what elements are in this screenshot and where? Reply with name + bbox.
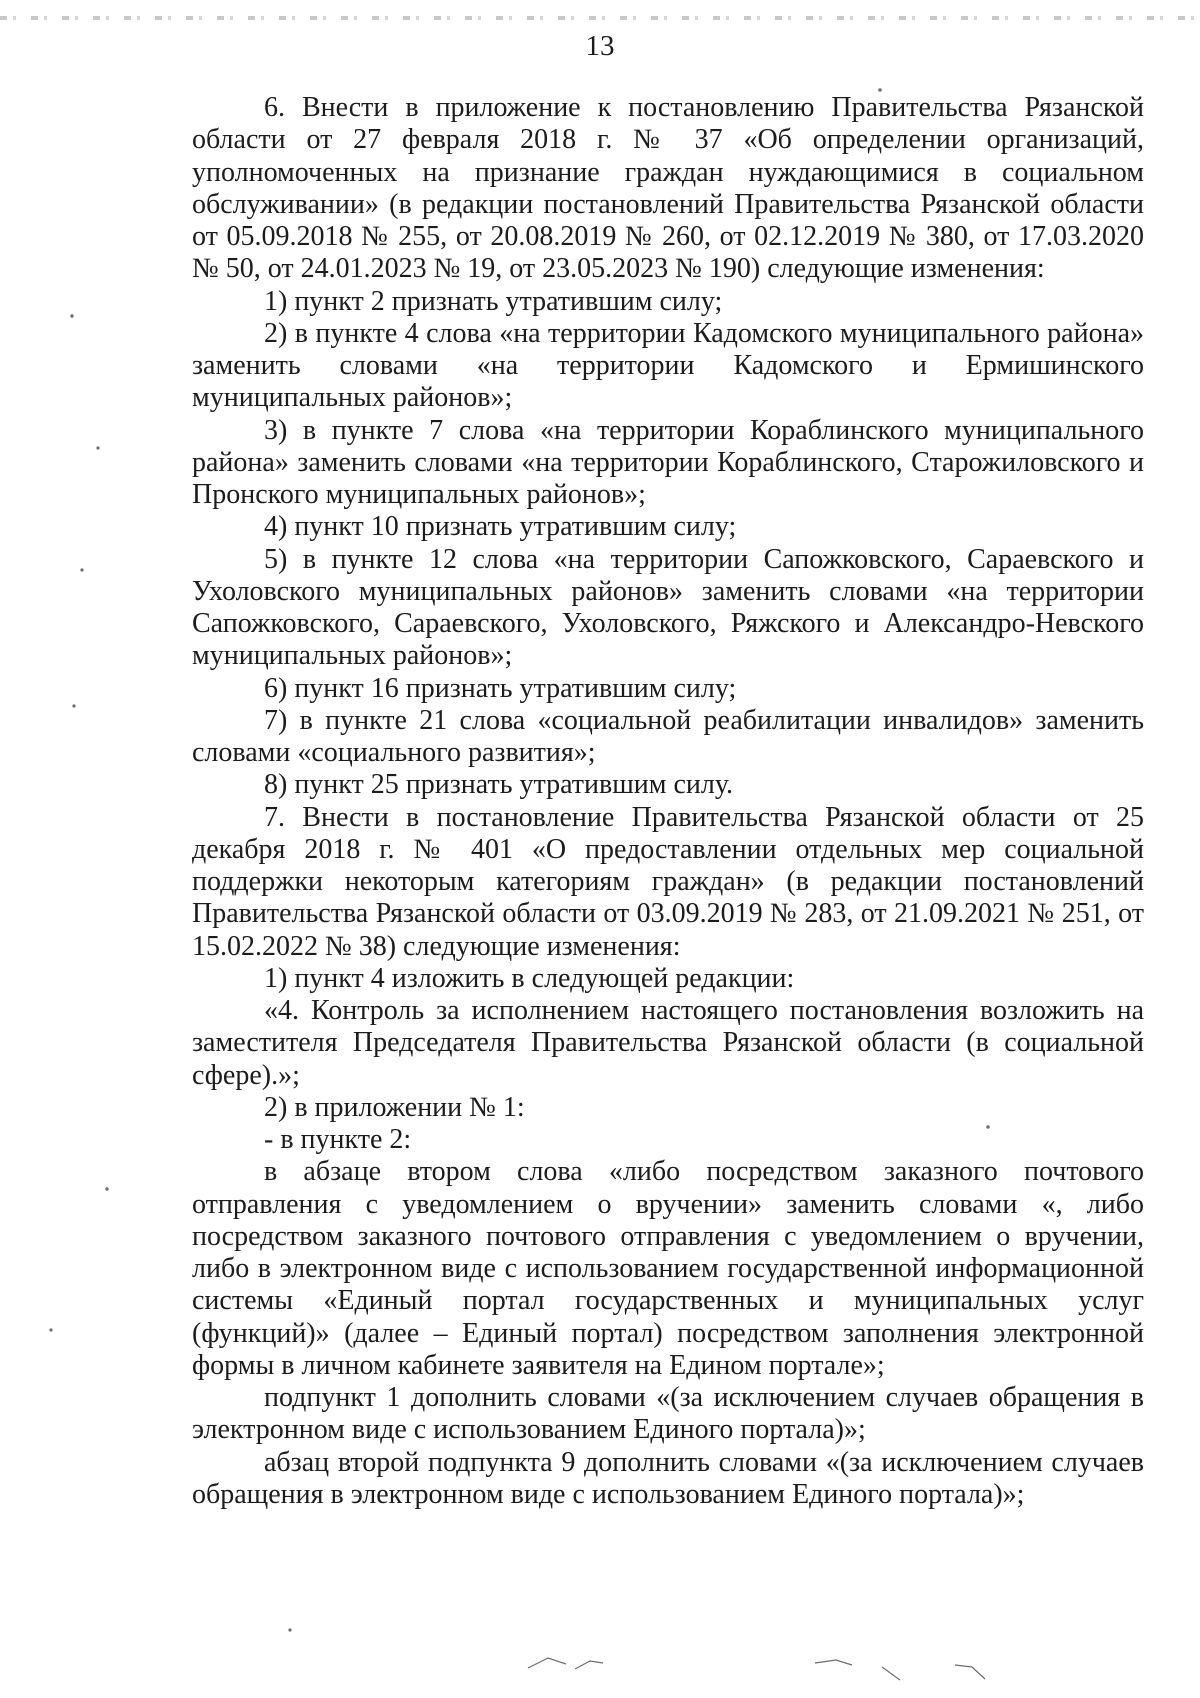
paragraph-item-6: 6. Внести в приложение к постановлению Правительства Рязанской области от 27 февраля 2018 г. № 37 «Об определении организаций, уполномоченных на признание граждан нуждающимися в социальном обслуживании» (в редакции постановлений Правительства Рязанской области от 05.09.2018 № 255, от 20.08.2019 № 260, от 02.12.2019 № 380, от 17.03.2020 № 50, от 24.01.2023 № 19, от 23.05.2023 № 190) следующие изменения:: [192, 92, 1144, 285]
paragraph-item-7: 7. Внести в постановление Правительства Рязанской области от 25 декабря 2018 г. № 401 «О предоставлении отдельных мер социальной поддержки некоторым категориям граждан» (в редакции постановлений Правительства Рязанской области от 03.09.2019 № 283, от 21.09.2021 № 251, от 15.02.2022 № 38) следующие изменения:: [192, 801, 1144, 962]
list-item-8: 8) пункт 25 признать утратившим силу.: [264, 769, 734, 801]
amendment-paragraph: в абзаце втором слова «либо посредством заказного почтового отправления с уведомлением о вручении» заменить словами «, либо посредством заказного почтового отправления с уведомлением о вручении, либо в электронном виде с использованием государственной информационной системы «Единый портал государственных и муниципальных услуг (функций)» (далее – Единый портал) посредством заполнения электронной формы в личном кабинете заявителя на Едином портале»;: [192, 1156, 1144, 1381]
list-item-7: 7) в пункте 21 слова «социальной реабилитации инвалидов» заменить словами «социального развития»;: [192, 704, 1144, 768]
subitem-1: 1) пункт 4 изложить в следующей редакции:: [264, 962, 795, 994]
dash-item: - в пункте 2:: [264, 1124, 412, 1155]
list-item-6: 6) пункт 16 признать утратившим силу;: [264, 672, 737, 704]
quoted-new-text: «4. Контроль за исполнением настоящего постановления возложить на заместителя Председателя Правительства Рязанской области (в социальной сфере).»;: [192, 995, 1144, 1091]
list-item-5: 5) в пункте 12 слова «на территории Сапожковского, Сараевского и Ухоловского муниципальных районов» заменить словами «на территории Сапожковского, Сараевского, Ухоловского, Ряжского и Александро-Невского муниципальных районов»;: [192, 543, 1144, 672]
list-item-4: 4) пункт 10 признать утратившим силу;: [264, 511, 737, 543]
scan-edge-artifact: [0, 16, 1200, 20]
list-item-2: 2) в пункте 4 слова «на территории Кадомского муниципального района» заменить словами «на территории Кадомского и Ермишинского муниципальных районов»;: [192, 317, 1144, 414]
subitem-2: 2) в приложении № 1:: [264, 1091, 525, 1123]
document-body: [192, 92, 1144, 1511]
list-item-3: 3) в пункте 7 слова «на территории Кораблинского муниципального района» заменить словами «на территории Кораблинского, Старожиловского и Пронского муниципальных районов»;: [192, 414, 1144, 510]
amendment-paragraph: абзац второй подпункта 9 дополнить словами «(за исключением случаев обращения в электронном виде с использованием Единого портала)»;: [192, 1446, 1144, 1510]
list-item-1: 1) пункт 2 признать утратившим силу;: [264, 285, 723, 317]
page-number: 13: [585, 30, 615, 62]
amendment-paragraph: подпункт 1 дополнить словами «(за исключением случаев обращения в электронном виде с использованием Единого портала)»;: [192, 1382, 1144, 1446]
